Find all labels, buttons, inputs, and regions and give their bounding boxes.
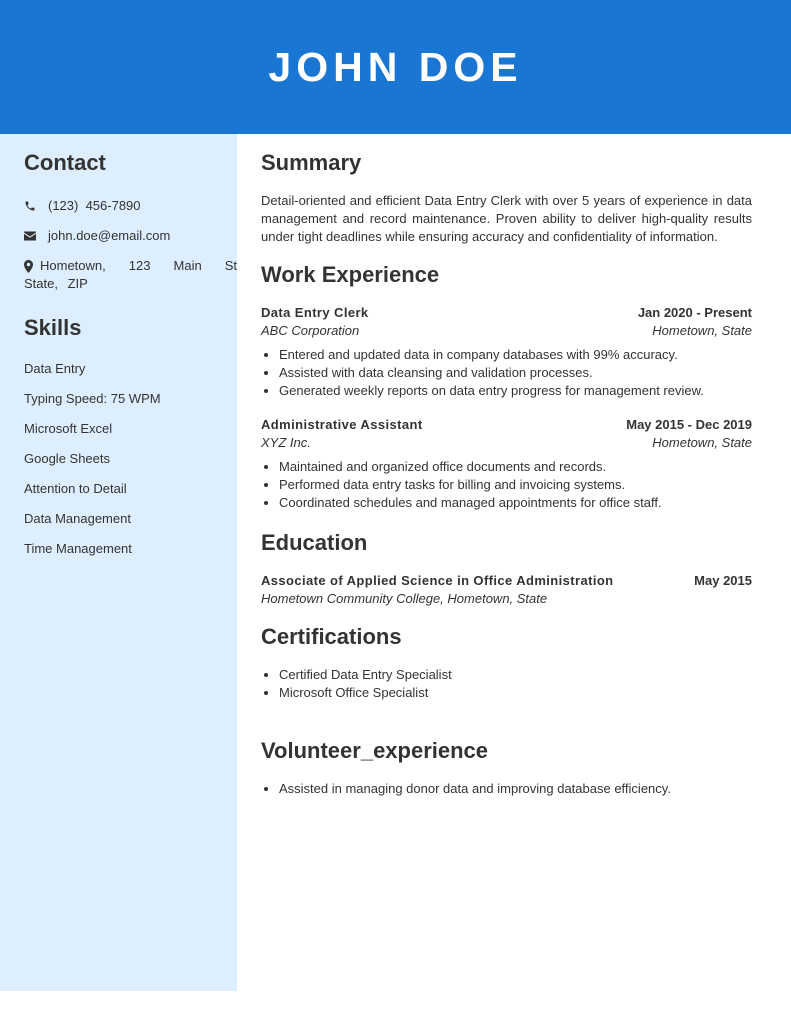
list-item: • Generated weekly reports on data entry progress for management review. — [279, 382, 752, 400]
certifications-list — [261, 666, 752, 702]
skill-item: Attention to Detail — [24, 481, 127, 496]
job-dates: May 2015 - Dec 2019 — [626, 417, 752, 432]
skills-title: Skills — [24, 315, 82, 340]
degree: Associate of Applied Science in Office Administration — [261, 573, 614, 588]
job-company: ABC Corporation — [261, 323, 360, 338]
skills-list — [24, 360, 237, 558]
contact-title: Contact — [24, 150, 106, 175]
job-bullets — [261, 458, 752, 512]
list-item: • Entered and updated data in company databases with 99% accuracy. — [279, 346, 752, 364]
job-location: Hometown, State — [652, 435, 752, 450]
skill-item: Time Management — [24, 541, 132, 556]
list-item: • Performed data entry tasks for billing and invoicing systems. — [279, 476, 752, 494]
job-title: Administrative Assistant — [261, 417, 423, 432]
main-content — [261, 134, 752, 798]
school: Hometown Community College, Hometown, State — [261, 591, 548, 606]
contact-address — [24, 257, 237, 293]
volunteer-title: Volunteer_experience — [261, 738, 489, 763]
contact-list — [24, 197, 237, 293]
job-dates: Jan 2020 - Present — [637, 305, 752, 320]
job-entry — [261, 416, 752, 512]
envelope-icon — [24, 227, 38, 245]
candidate-name: JOHN DOE — [268, 43, 523, 90]
certifications-title: Certifications — [261, 624, 402, 649]
contact-email — [24, 227, 237, 245]
job-location: Hometown, State — [652, 323, 752, 338]
list-item: • Coordinated schedules and managed appointments for office staff. — [279, 494, 752, 512]
list-item: • Assisted in managing donor data and improving database efficiency. — [279, 780, 752, 798]
job-title: Data Entry Clerk — [261, 305, 369, 320]
job-company: XYZ Inc. — [261, 435, 311, 450]
address-text: Hometown, 123 Main St State, ZIP — [24, 258, 237, 291]
summary-text: Detail-oriented and efficient Data Entry Clerk with over 5 years of experience in data management and record maintenance. Proven ability to deliver high-quality results under tight deadlines while ensuring accuracy and confidentiality of information. — [261, 193, 752, 244]
volunteer-list — [261, 780, 752, 798]
work-experience-title: Work Experience — [261, 262, 440, 287]
phone-icon — [24, 197, 38, 215]
resume-header — [0, 0, 791, 134]
contact-phone — [24, 197, 237, 215]
skill-item: Google Sheets — [24, 451, 111, 466]
list-item: • Maintained and organized office documents and records. — [279, 458, 752, 476]
job-entry — [261, 304, 752, 400]
job-bullets — [261, 346, 752, 400]
skill-item: Data Management — [24, 511, 131, 526]
skill-item: Data Entry — [24, 361, 86, 376]
education-entry — [261, 572, 752, 608]
skill-item: Microsoft Excel — [24, 421, 113, 436]
list-item: • Assisted with data cleansing and validation processes. — [279, 364, 752, 382]
sidebar — [0, 134, 237, 991]
list-item: • Microsoft Office Specialist — [279, 684, 752, 702]
skill-item: Typing Speed: 75 WPM — [24, 391, 161, 406]
email-text[interactable]: john.doe@email.com — [48, 228, 171, 243]
phone-text[interactable]: (123) 456-7890 — [48, 198, 141, 213]
map-marker-icon — [24, 257, 36, 275]
summary-title: Summary — [261, 150, 362, 175]
education-title: Education — [261, 530, 368, 555]
graduation-date: May 2015 — [694, 573, 752, 588]
list-item: • Certified Data Entry Specialist — [279, 666, 752, 684]
